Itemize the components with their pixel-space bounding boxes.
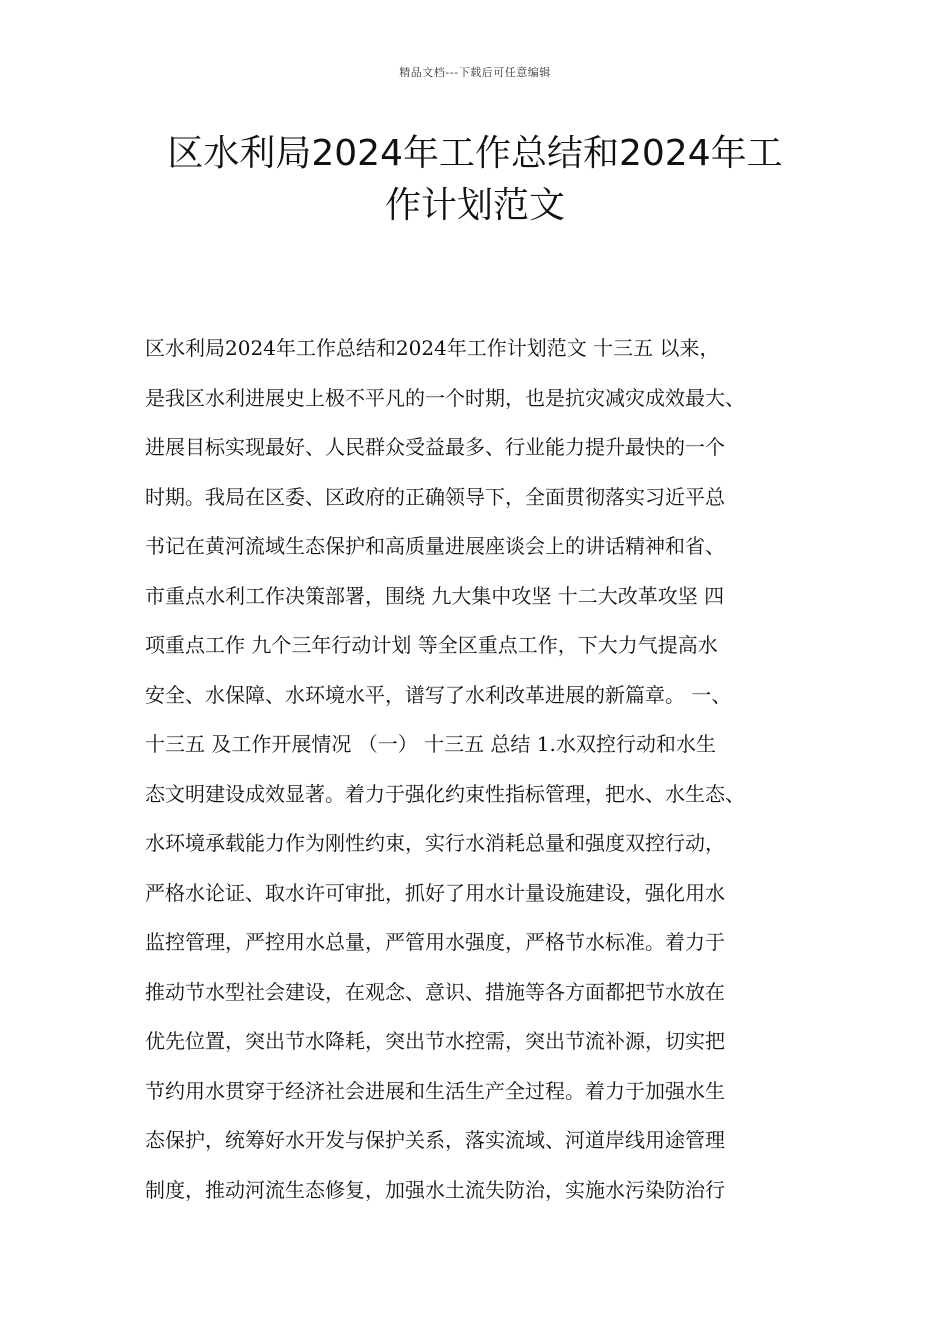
body-line: 制度，推动河流生态修复，加强水土流失防治，实施水污染防治行 [145, 1177, 725, 1202]
body-line: 十三五 及工作开展情况 （一） 十三五 总结 1.水双控行动和水生 [145, 732, 716, 756]
body-line: 安全、水保障、水环境水平，谱写了水利改革进展的新篇章。 一、 [145, 682, 732, 707]
body-line: 态文明建设成效显著。着力于强化约束性指标管理，把水、水生态、 [145, 781, 745, 806]
body-line: 项重点工作 九个三年行动计划 等全区重点工作，下大力气提高水 [145, 633, 718, 657]
body-line: 时期。我局在区委、区政府的正确领导下，全面贯彻落实习近平总 [145, 484, 725, 509]
body-line: 优先位置，突出节水降耗，突出节水控需，突出节流补源，切实把 [145, 1029, 725, 1053]
body-line: 市重点水利工作决策部署，围绕 九大集中攻坚 十二大改革攻坚 四 [145, 583, 725, 608]
body-line: 严格水论证、取水许可审批，抓好了用水计量设施建设，强化用水 [145, 880, 725, 905]
body-line: 进展目标实现最好、人民群众受益最多、行业能力提升最快的一个 [145, 435, 725, 459]
title-line-1: 区水利局2024年工作总结和2024年工 [167, 133, 783, 174]
body-line: 推动节水型社会建设，在观念、意识、措施等各方面都把节水放在 [145, 979, 725, 1004]
body-line: 态保护，统筹好水开发与保护关系，落实流域、河道岸线用途管理 [145, 1128, 725, 1152]
body-line: 监控管理，严控用水总量，严管用水强度，严格节水标准。着力于 [145, 930, 725, 954]
body-line: 书记在黄河流域生态保护和高质量进展座谈会上的讲话精神和省、 [145, 534, 725, 558]
body-line: 是我区水利进展史上极不平凡的一个时期，也是抗灾减灾成效最大、 [145, 385, 745, 410]
document-title [120, 128, 830, 232]
document-body [145, 330, 810, 1221]
title-line-2: 作计划范文 [384, 185, 565, 226]
body-line: 区水利局2024年工作总结和2024年工作计划范文 十三五 以来， [145, 336, 720, 360]
page-header: 精品文档---下载后可任意编辑 [399, 66, 551, 79]
body-line: 水环境承载能力作为刚性约束，实行水消耗总量和强度双控行动， [145, 831, 725, 855]
body-line: 节约用水贯穿于经济社会进展和生活生产全过程。着力于加强水生 [145, 1078, 725, 1103]
